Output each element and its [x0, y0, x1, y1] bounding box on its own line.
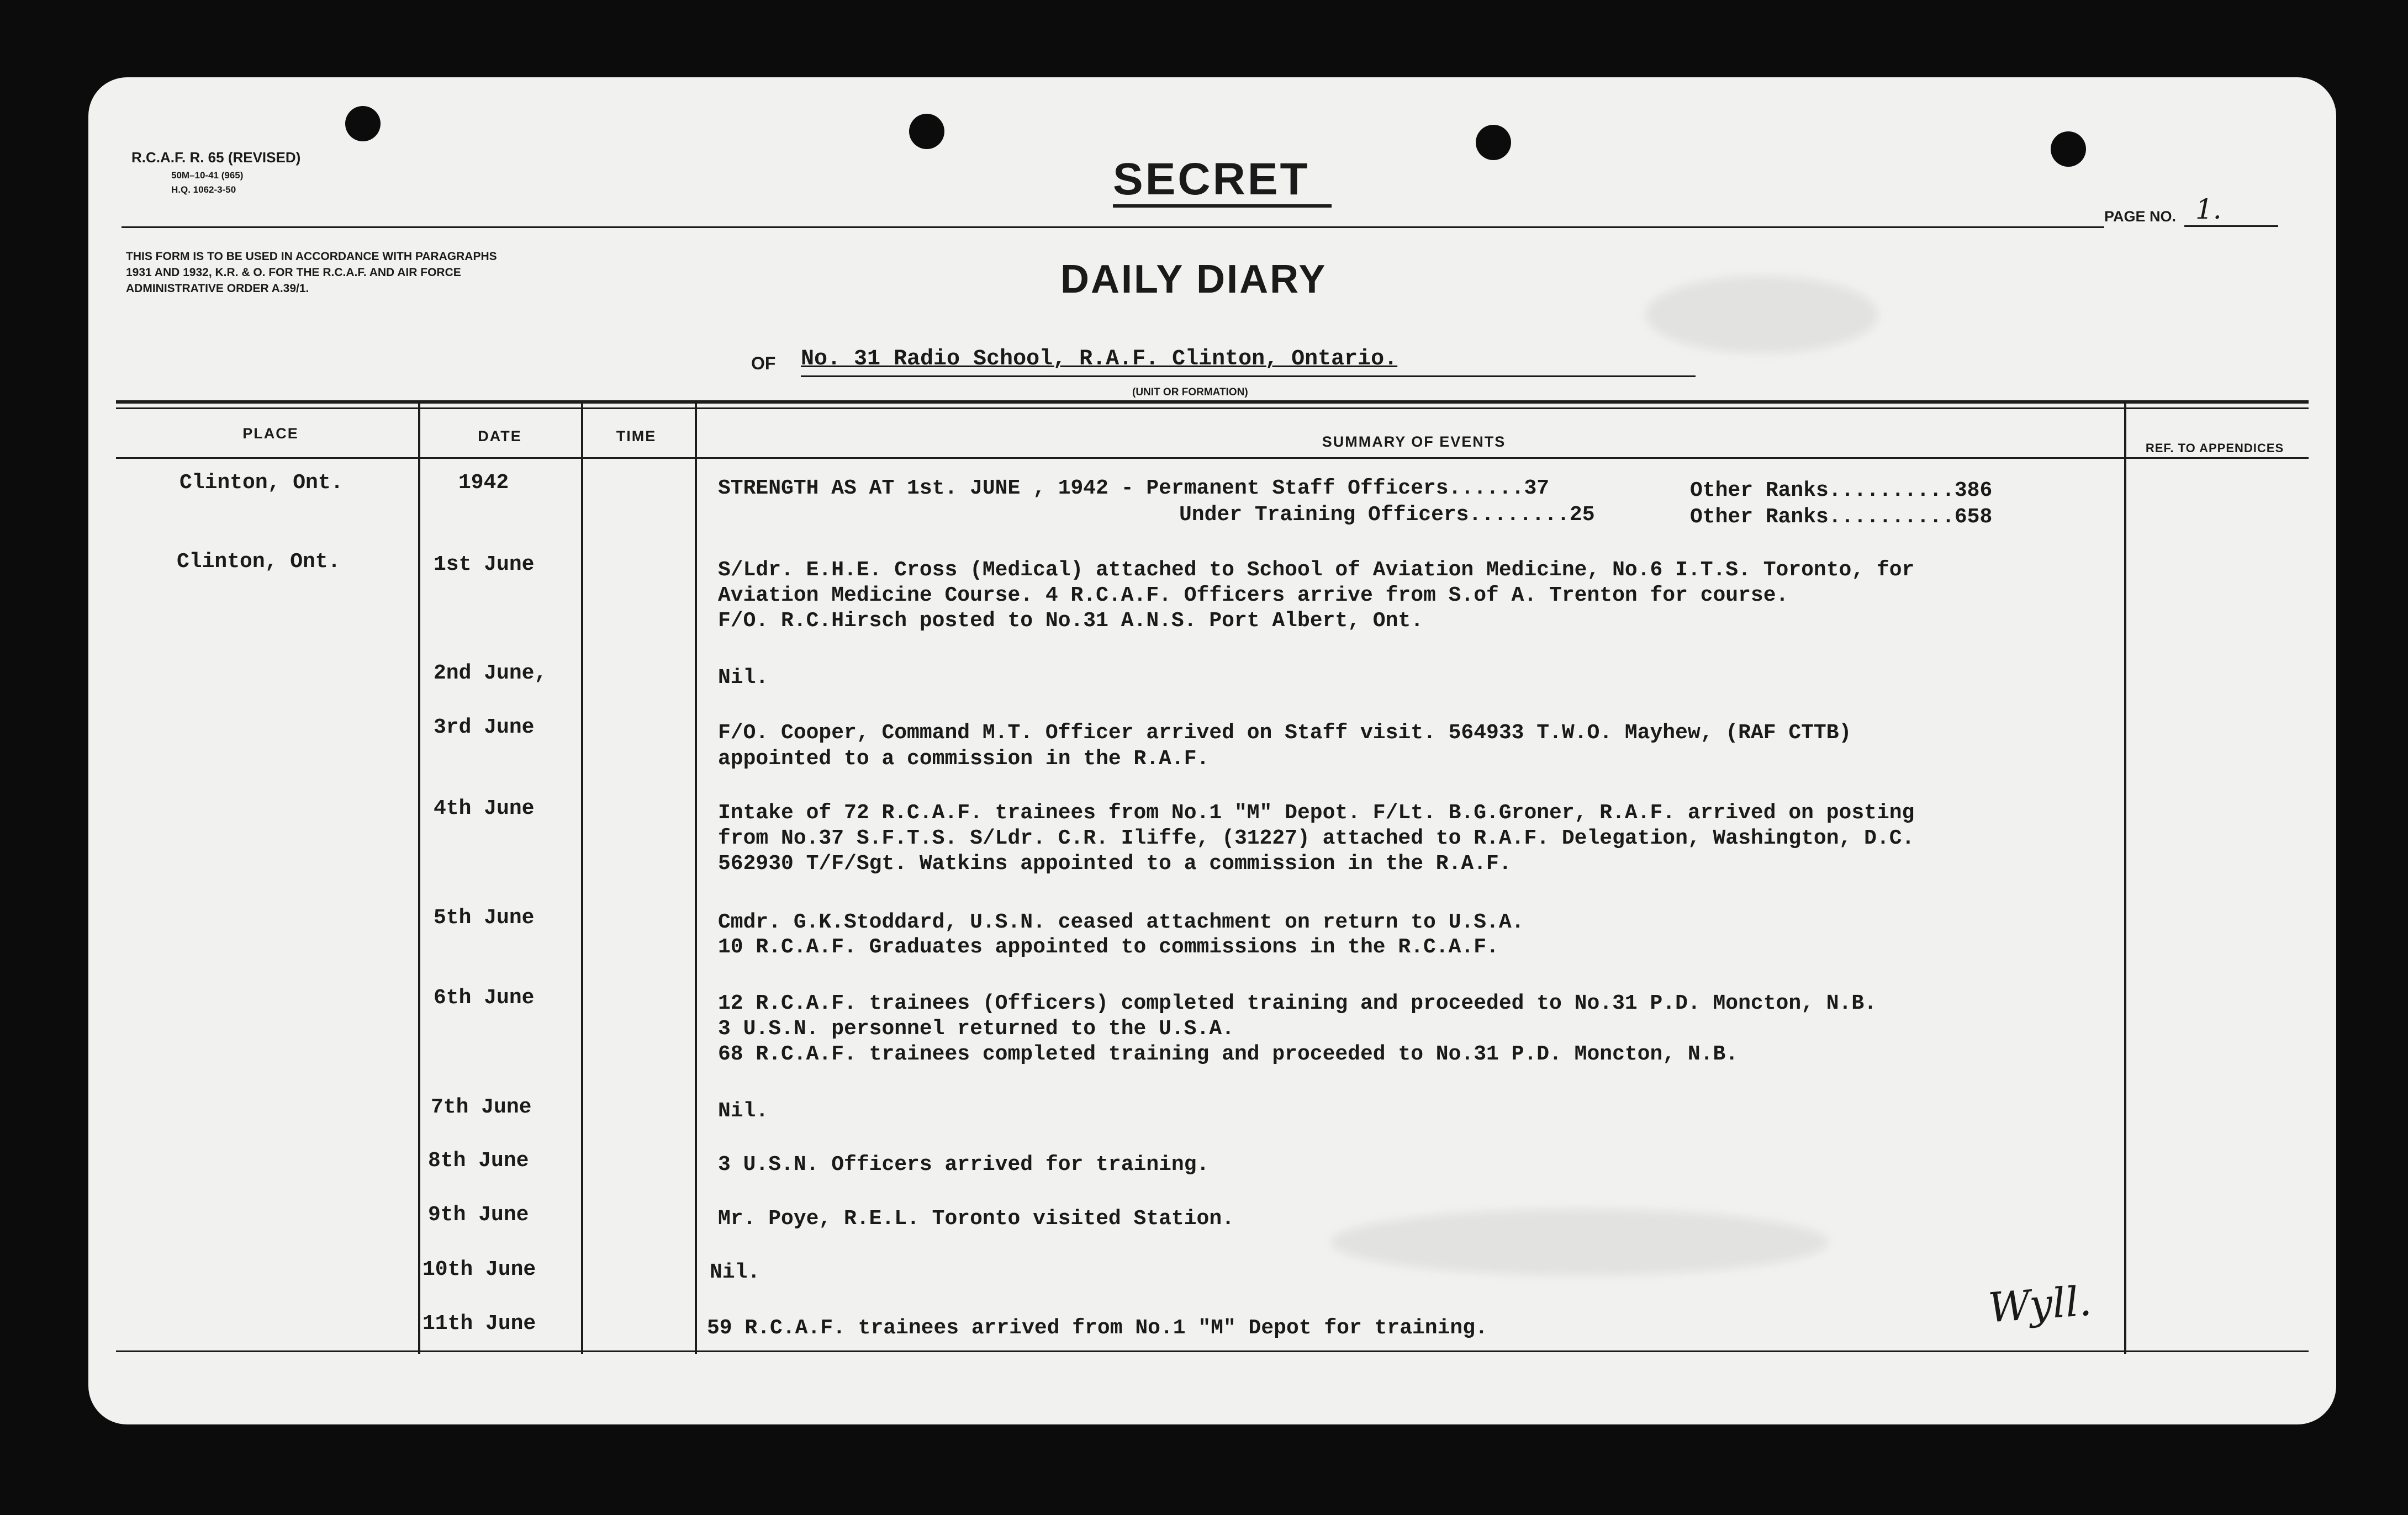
date-cell: 5th June — [434, 906, 535, 930]
place-cell: Clinton, Ont. — [177, 550, 341, 574]
page-number-line — [2184, 225, 2278, 227]
date-cell: 4th June — [434, 797, 535, 820]
summary-line: 10 R.C.A.F. Graduates appointed to commissions in the R.C.A.F. — [718, 935, 1499, 959]
summary-line: 59 R.C.A.F. trainees arrived from No.1 "M" Depot for training. — [707, 1316, 1488, 1340]
table-bottom-rule — [116, 1350, 2309, 1352]
summary-line: Nil. — [718, 1099, 769, 1123]
summary-line: S/Ldr. E.H.E. Cross (Medical) attached to School of Aviation Medicine, No.6 I.T.S. Toronto, for — [718, 558, 1915, 582]
paper-smudge — [1646, 276, 1878, 353]
date-cell: 8th June — [428, 1149, 529, 1173]
strength-under-training: Under Training Officers........25 — [1179, 503, 1595, 527]
form-number: R.C.A.F. R. 65 (REVISED) — [131, 149, 301, 166]
paper-smudge — [1331, 1209, 1828, 1275]
date-cell: 1st June — [434, 553, 535, 576]
form-usage-note: THIS FORM IS TO BE USED IN ACCORDANCE WITH PARAGRAPHS 1931 AND 1932, K.R. & O. FOR THE R.C.A.F. AND AIR FORCE ADMINISTRATIVE ORDER A.39/1. — [126, 250, 497, 295]
form-title: DAILY DIARY — [1060, 257, 1327, 301]
summary-line: Nil. — [710, 1260, 761, 1284]
column-divider — [418, 403, 420, 1354]
form-print-ref: 50M–10-41 (965) — [171, 170, 244, 181]
strength-other-ranks: Other Ranks..........658 — [1690, 505, 1993, 529]
date-cell: 6th June — [434, 986, 535, 1010]
date-cell: 1942 — [458, 471, 509, 495]
diary-form-card — [88, 77, 2336, 1424]
punch-hole — [909, 114, 944, 149]
summary-line: Nil. — [718, 666, 769, 690]
strength-heading: STRENGTH AS AT 1st. JUNE , 1942 - Permanent Staff Officers......37 — [718, 476, 1550, 500]
summary-line: Aviation Medicine Course. 4 R.C.A.F. Officers arrive from S.of A. Trenton for course. — [718, 584, 1789, 607]
summary-line: from No.37 S.F.T.S. S/Ldr. C.R. Iliffe, (31227) attached to R.A.F. Delegation, Washington, D.C. — [718, 827, 1915, 850]
punch-hole — [2051, 131, 2086, 167]
date-cell: 10th June — [423, 1258, 536, 1281]
classification-underline — [1113, 204, 1332, 208]
column-header-place: PLACE — [242, 425, 299, 442]
page-number: 1. — [2195, 193, 2222, 225]
form-hq-ref: H.Q. 1062-3-50 — [171, 184, 236, 195]
summary-line: Cmdr. G.K.Stoddard, U.S.N. ceased attachment on return to U.S.A. — [718, 910, 1524, 934]
column-header-rule — [116, 457, 2309, 459]
date-cell: 11th June — [423, 1312, 536, 1336]
column-divider — [2124, 403, 2126, 1354]
column-divider — [581, 403, 583, 1354]
signature-initials: Wyll. — [1987, 1277, 2093, 1332]
date-cell: 9th June — [428, 1203, 529, 1227]
date-cell: 3rd June — [434, 716, 535, 739]
date-cell: 7th June — [431, 1095, 532, 1119]
strength-other-ranks: Other Ranks..........386 — [1690, 479, 1993, 502]
summary-line: Mr. Poye, R.E.L. Toronto visited Station. — [718, 1207, 1234, 1231]
summary-line: 3 U.S.N. personnel returned to the U.S.A. — [718, 1017, 1234, 1041]
column-divider — [695, 403, 697, 1354]
punch-hole — [345, 106, 381, 141]
summary-line: appointed to a commission in the R.A.F. — [718, 747, 1210, 771]
date-cell: 2nd June, — [434, 661, 547, 685]
summary-line: F/O. R.C.Hirsch posted to No.31 A.N.S. Port Albert, Ont. — [718, 609, 1424, 633]
summary-line: Intake of 72 R.C.A.F. trainees from No.1 "M" Depot. F/Lt. B.G.Groner, R.A.F. arrived on posting — [718, 801, 1915, 825]
unit-of-label: OF — [751, 353, 776, 373]
column-header-ref: REF. TO APPENDICES — [2145, 441, 2284, 455]
page-label: PAGE NO. — [2104, 208, 2177, 225]
unit-line — [801, 375, 1696, 377]
column-header-time: TIME — [616, 428, 657, 444]
column-header-summary: SUMMARY OF EVENTS — [1322, 433, 1506, 450]
header-rule — [122, 226, 2104, 228]
column-header-date: DATE — [478, 428, 522, 444]
table-top-rule — [116, 400, 2309, 404]
summary-line: 562930 T/F/Sgt. Watkins appointed to a commission in the R.A.F. — [718, 852, 1512, 876]
place-cell: Clinton, Ont. — [179, 471, 344, 495]
unit-name: No. 31 Radio School, R.A.F. Clinton, Ontario. — [801, 347, 1398, 372]
summary-line: F/O. Cooper, Command M.T. Officer arrived on Staff visit. 564933 T.W.O. Mayhew, (RAF CTTB) — [718, 721, 1852, 745]
summary-line: 12 R.C.A.F. trainees (Officers) completed training and proceeded to No.31 P.D. Moncton, N.B. — [718, 992, 1877, 1015]
punch-hole — [1476, 125, 1511, 160]
table-top-rule-2 — [116, 407, 2309, 409]
unit-caption: (UNIT OR FORMATION) — [1132, 386, 1248, 398]
summary-line: 3 U.S.N. Officers arrived for training. — [718, 1153, 1210, 1177]
summary-line: 68 R.C.A.F. trainees completed training and proceeded to No.31 P.D. Moncton, N.B. — [718, 1042, 1739, 1066]
classification-stamp: SECRET — [1113, 154, 1310, 204]
